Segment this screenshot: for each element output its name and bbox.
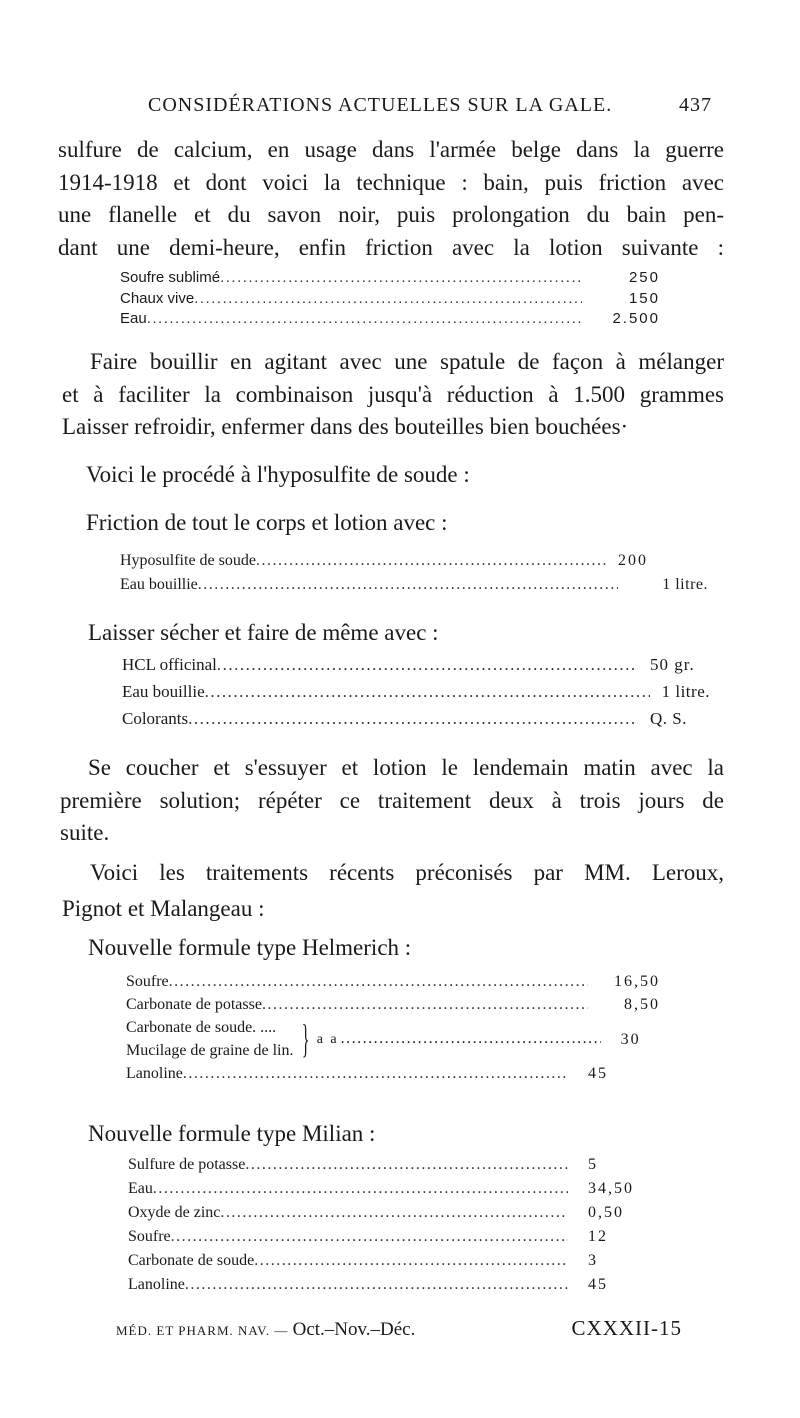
ingredient-quantity: 12 (588, 1228, 608, 1245)
ingredient-name: Lanoline (126, 1065, 183, 1082)
leader-dots (188, 705, 638, 732)
text-line: Voici les traitements récents préconisés par MM. Leroux, (90, 860, 724, 885)
ingredient-quantity: 45 (588, 1065, 608, 1082)
leader-dots (183, 1062, 568, 1085)
ingredient-name: Sulfure de potasse (128, 1156, 246, 1173)
ingredient-name: Eau bouillie (120, 576, 198, 593)
leader-dots (194, 289, 582, 310)
ingredient-quantity: 200 (618, 552, 648, 569)
ingredient-quantity: 34,50 (588, 1180, 634, 1197)
ana-abbreviation: a a (316, 1032, 339, 1047)
recipe-milian (128, 1153, 664, 1297)
leader-dots (220, 268, 582, 289)
recipe-brace-group (126, 1016, 660, 1062)
leader-dots (245, 1153, 568, 1177)
leader-dots (217, 651, 638, 678)
text-line: Laisser refroidir, enfermer dans des bouteilles bien bouchées· (62, 414, 629, 439)
recipe-row (128, 1225, 664, 1249)
issue-dates: Oct.–Nov.–Déc. (292, 1319, 416, 1340)
intro-hyposulfite: Voici le procédé à l'hyposulfite de soude : (86, 462, 470, 487)
recipe-row (126, 970, 660, 993)
ingredient-quantity: 2.500 (612, 310, 660, 327)
page-number: 437 (679, 94, 712, 116)
ingredient-name: Soufre sublimé (120, 269, 221, 286)
ingredient-quantity: 1 litre. (661, 682, 710, 701)
ingredient-name: Carbonate de potasse (126, 996, 262, 1013)
leader-dots (262, 993, 588, 1016)
recipe-row (122, 678, 710, 705)
leader-dots (256, 549, 606, 573)
ingredient-quantity: 45 (588, 1276, 608, 1293)
leader-dots (147, 309, 582, 330)
leader-dots (341, 1027, 601, 1050)
ingredient-quantity: 250 (628, 269, 660, 286)
ingredient-quantity: 3 (588, 1252, 598, 1269)
page-footer (116, 1316, 682, 1341)
leader-dots (205, 678, 650, 705)
ingredient-name: Soufre (126, 973, 169, 990)
recipe-calcium-lotion (120, 268, 660, 330)
leader-dots (169, 970, 588, 993)
ingredient-name: Eau bouillie (122, 682, 205, 701)
recipe-row (120, 309, 660, 330)
recipe-row (120, 268, 660, 289)
intro-milian: Nouvelle formule type Milian : (88, 1121, 376, 1146)
recipe-row (128, 1249, 664, 1273)
recipe-row (126, 1062, 660, 1085)
leader-dots (185, 1273, 568, 1297)
ingredient-name: Chaux vive (120, 289, 195, 307)
ingredient-name: Soufre (128, 1228, 171, 1245)
running-header (148, 94, 712, 117)
ingredient-quantity: 50 gr. (650, 655, 695, 674)
journal-name: MÉD. ET PHARM. NAV. — (116, 1323, 289, 1338)
running-title: CONSIDÉRATIONS ACTUELLES SUR LA GALE. (148, 94, 613, 116)
recipe-row (126, 993, 660, 1016)
ingredient-quantity: 8,50 (624, 996, 660, 1013)
recipe-row (128, 1153, 664, 1177)
volume-signature: CXXXII-15 (571, 1316, 682, 1340)
text-line: et à faciliter la combinaison jusqu'à réduction à 1.500 grammes (62, 381, 724, 407)
paragraph-traitements (62, 855, 724, 927)
ingredient-name: HCL officinal (122, 655, 217, 674)
recipe-hyposulfite (120, 549, 708, 597)
ingredient-quantity: 30 (620, 1030, 641, 1048)
leader-dots (254, 1249, 568, 1273)
leader-dots (171, 1225, 568, 1249)
text-line: une flanelle et du savon noir, puis prolongation du bain pen- (58, 202, 724, 227)
paragraph-preparation (62, 346, 724, 444)
leader-dots (198, 573, 618, 597)
brace-group-leader (317, 1027, 601, 1051)
recipe-row (128, 1177, 664, 1201)
leader-dots (153, 1177, 568, 1201)
ingredient-name: Carbonate de soude (128, 1252, 255, 1269)
intro-helmerich: Nouvelle formule type Helmerich : (88, 935, 412, 960)
text-line: sulfure de calcium, en usage dans l'armée belge dans la guerre (58, 137, 724, 162)
recipe-hcl (122, 651, 710, 732)
ingredient-quantity: 16,50 (614, 973, 660, 990)
text-line: suite. (60, 820, 110, 845)
ingredient-name: Colorants (122, 709, 189, 728)
paragraph-coucher (60, 752, 724, 850)
ingredient-quantity: 1 litre. (662, 576, 708, 593)
ingredient-quantity: 150 (628, 289, 660, 307)
recipe-row (128, 1201, 664, 1225)
ingredient-name: Hyposulfite de soude (120, 552, 256, 569)
ingredient-name: Lanoline (128, 1276, 185, 1293)
text-line: Se coucher et s'essuyer et lotion le lendemain matin avec la (88, 755, 724, 780)
footer-journal (116, 1319, 415, 1341)
ingredient-name: Eau (120, 310, 147, 327)
brace-group-names (126, 1016, 294, 1062)
text-line: 1914-1918 et dont voici la technique : bain, puis friction avec (58, 169, 724, 195)
recipe-row (120, 289, 660, 310)
recipe-row (122, 705, 710, 732)
text-line: Faire bouillir en agitant avec une spatule de façon à mélanger (90, 349, 724, 374)
ingredient-quantity: 5 (588, 1156, 598, 1173)
text-line: première solution; répéter ce traitement deux à trois jours de (60, 787, 724, 813)
paragraph-calcium (58, 134, 724, 264)
recipe-row (120, 573, 708, 597)
text-line: dant une demi-heure, enfin friction avec la lotion suivante : (58, 234, 724, 260)
recipe-row (120, 549, 708, 573)
ingredient-name: Eau (128, 1180, 153, 1197)
recipe-row (122, 651, 710, 678)
ingredient-quantity: 0,50 (588, 1204, 624, 1221)
leader-dots (220, 1201, 568, 1225)
intro-secher: Laisser sécher et faire de même avec : (88, 620, 439, 645)
ingredient-name: Carbonate de soude. .... (126, 1019, 277, 1036)
intro-friction: Friction de tout le corps et lotion avec : (86, 510, 448, 535)
recipe-helmerich (126, 970, 660, 1085)
ingredient-quantity: Q. S. (650, 709, 687, 728)
recipe-row (128, 1273, 664, 1297)
ingredient-name: Oxyde de zinc (128, 1204, 221, 1221)
text-line: Pignot et Malangeau : (62, 896, 265, 921)
brace-icon: } (301, 1016, 309, 1061)
ingredient-name: Mucilage de graine de lin. (126, 1042, 294, 1059)
